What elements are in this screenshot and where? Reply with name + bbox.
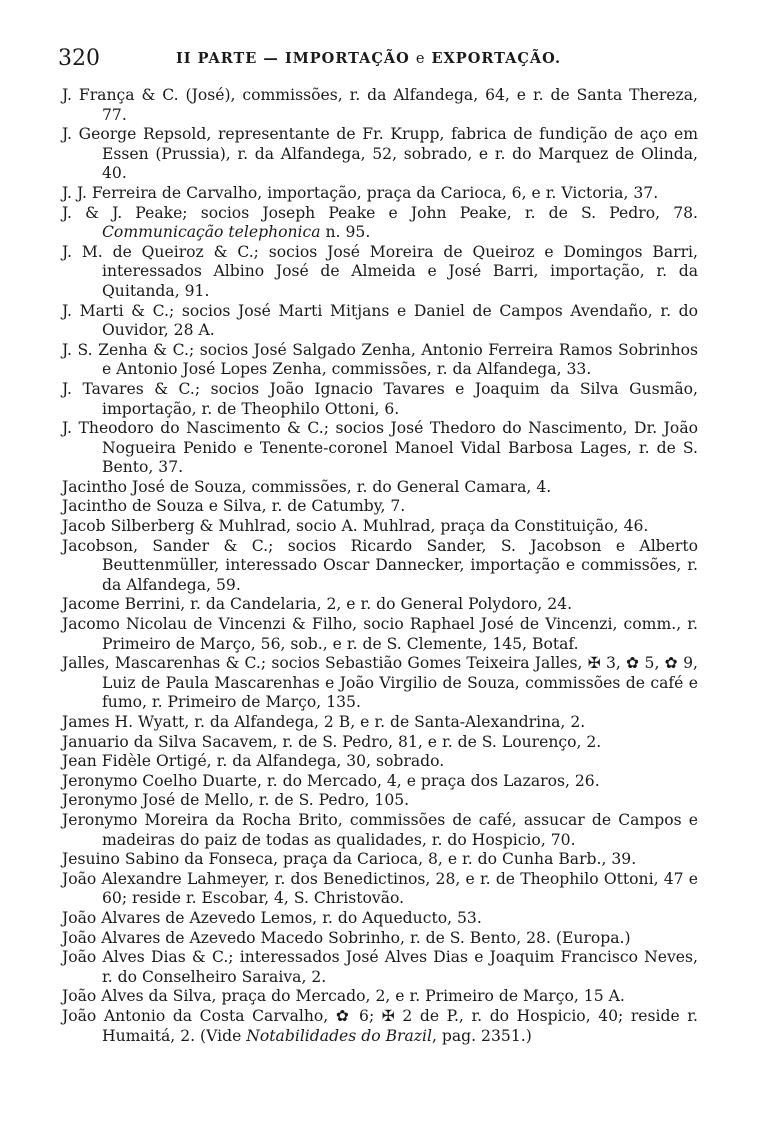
entry-text: J. Theodoro do Nascimento & C.; socios José Thedoro do Nascimento, Dr. João Nogueira Penido e Tenente-coronel Manoel Vidal Barbosa Lages, r. de S. Bento, 37. bbox=[62, 419, 698, 477]
page-header bbox=[58, 46, 718, 82]
directory-entry bbox=[62, 733, 698, 753]
directory-entry bbox=[62, 850, 698, 870]
running-title-part1: II PARTE — IMPORTAÇÃO bbox=[176, 50, 410, 67]
directory-entry bbox=[62, 537, 698, 596]
entry-text: J. S. Zenha & C.; socios José Salgado Zenha, Antonio Ferreira Ramos Sobrinhos e Antonio José Lopes Zenha, commissões, r. da Alfandega, 33. bbox=[62, 340, 698, 379]
directory-entry bbox=[62, 419, 698, 478]
entry-text: João Alvares de Azevedo Macedo Sobrinho, r. de S. Bento, 28. (Europa.) bbox=[62, 928, 631, 947]
entry-text: Jesuino Sabino da Fonseca, praça da Carioca, 8, e r. do Cunha Barb., 39. bbox=[62, 850, 637, 869]
directory-entry bbox=[62, 125, 698, 184]
entry-text: J. M. de Queiroz & C.; socios José Moreira de Queiroz e Domingos Barri, interessados Albino José de Almeida e José Barri, importação, r. da Quitanda, 91. bbox=[62, 242, 698, 300]
directory-entry bbox=[62, 909, 698, 929]
directory-entry bbox=[62, 243, 698, 302]
entry-text: J. França & C. (José), commissões, r. da Alfandega, 64, e r. de Santa Thereza, 77. bbox=[62, 86, 698, 124]
directory-entry bbox=[62, 595, 698, 615]
page-number: 320 bbox=[58, 46, 100, 71]
entry-text: Jeronymo Moreira da Rocha Brito, commissões de café, assucar de Campos e madeiras do paiz de todas as qualidades, r. do Hospicio, 70. bbox=[62, 810, 698, 849]
entry-text: Jacobson, Sander & C.; socios Ricardo Sander, S. Jacobson e Alberto Beuttenmüller, interessado Oscar Dannecker, importação e commissões, r. da Alfandega, 59. bbox=[62, 536, 698, 594]
entry-text: n. 95. bbox=[320, 223, 371, 242]
entry-text: Jean Fidèle Ortigé, r. da Alfandega, 30, sobrado. bbox=[62, 752, 445, 771]
entry-text: Jacob Silberberg & Muhlrad, socio A. Muhlrad, praça da Constituição, 46. bbox=[62, 517, 649, 536]
directory-entry bbox=[62, 478, 698, 498]
entry-text: J. Tavares & C.; socios João Ignacio Tavares e Joaquim da Silva Gusmão, importação, r. de Theophilo Ottoni, 6. bbox=[62, 379, 698, 418]
directory-entry bbox=[62, 948, 698, 987]
directory-entry bbox=[62, 752, 698, 772]
entry-text: Jacome Berrini, r. da Candelaria, 2, e r. do General Polydoro, 24. bbox=[62, 595, 573, 614]
entry-text: James H. Wyatt, r. da Alfandega, 2 B, e r. de Santa-Alexandrina, 2. bbox=[62, 713, 586, 731]
directory-entry bbox=[62, 987, 698, 1007]
directory-entry bbox=[62, 811, 698, 850]
entry-text: J. Marti & C.; socios José Marti Mitjans e Daniel de Campos Avendaño, r. do Ouvidor, 28 A. bbox=[62, 301, 698, 340]
entry-text: Januario da Silva Sacavem, r. de S. Pedro, 81, e r. de S. Lourenço, 2. bbox=[62, 732, 602, 751]
entry-italic-text: Communicação telephonica bbox=[102, 223, 321, 242]
directory-entry bbox=[62, 380, 698, 419]
running-title-conjunction: e bbox=[415, 51, 426, 67]
directory-entry bbox=[62, 302, 698, 341]
directory-entry bbox=[62, 870, 698, 909]
directory-entry bbox=[62, 929, 698, 949]
entry-text: Jacomo Nicolau de Vincenzi & Filho, socio Raphael José de Vincenzi, comm., r. Primeiro de Março, 56, sob., e r. de S. Clemente, 145, Botaf. bbox=[62, 615, 698, 653]
directory-entries bbox=[62, 86, 698, 1046]
entry-text: João Antonio da Costa Carvalho, ✿ 6; ✠ 2 de P., r. do Hospicio, 40; reside r. Humaitá, 2. (Vide bbox=[62, 1006, 698, 1045]
directory-entry bbox=[62, 615, 698, 654]
entry-text: J. & J. Peake; socios Joseph Peake e John Peake, r. de S. Pedro, 78. bbox=[62, 203, 698, 222]
directory-entry bbox=[62, 1007, 698, 1046]
directory-entry bbox=[62, 341, 698, 380]
directory-entry bbox=[62, 791, 698, 811]
directory-entry bbox=[62, 772, 698, 792]
directory-entry bbox=[62, 517, 698, 537]
running-title bbox=[176, 50, 561, 67]
directory-entry bbox=[62, 86, 698, 125]
entry-text: Jeronymo Coelho Duarte, r. do Mercado, 4, e praça dos Lazaros, 26. bbox=[62, 771, 600, 790]
running-title-part2: EXPORTAÇÃO. bbox=[431, 50, 561, 67]
entry-text: Jacintho de Souza e Silva, r. de Catumby, 7. bbox=[62, 497, 406, 516]
directory-entry bbox=[62, 204, 698, 243]
entry-text: J. J. Ferreira de Carvalho, importação, praça da Carioca, 6, e r. Victoria, 37. bbox=[62, 183, 659, 202]
directory-entry bbox=[62, 713, 698, 733]
directory-entry bbox=[62, 497, 698, 517]
entry-text: João Alves Dias & C.; interessados José Alves Dias e Joaquim Francisco Neves, r. do Conselheiro Saraiva, 2. bbox=[62, 948, 698, 986]
entry-text: Jacintho José de Souza, commissões, r. do General Camara, 4. bbox=[62, 477, 552, 496]
entry-text: João Alvares de Azevedo Lemos, r. do Aqueducto, 53. bbox=[62, 908, 482, 927]
entry-text: Jeronymo José de Mello, r. de S. Pedro, 105. bbox=[62, 791, 410, 810]
entry-text: J. George Repsold, representante de Fr. Krupp, fabrica de fundição de aço em Essen (Prussia), r. da Alfandega, 52, sobrado, e r. do Marquez de Olinda, 40. bbox=[62, 125, 698, 183]
entry-italic-text: Notabilidades do Brazil bbox=[246, 1026, 432, 1045]
directory-entry bbox=[62, 654, 698, 713]
entry-text: , pag. 2351.) bbox=[431, 1026, 532, 1045]
directory-entry bbox=[62, 184, 698, 204]
entry-text: João Alexandre Lahmeyer, r. dos Benedictinos, 28, e r. de Theophilo Ottoni, 47 e 60; reside r. Escobar, 4, S. Christovão. bbox=[62, 869, 698, 908]
entry-text: João Alves da Silva, praça do Mercado, 2, e r. Primeiro de Março, 15 A. bbox=[62, 987, 625, 1006]
entry-text: Jalles, Mascarenhas & C.; socios Sebastião Gomes Teixeira Jalles, ✠ 3, ✿ 5, ✿ 9, Luiz de Paula Mascarenhas e João Virgilio de Souza, commissões de café e fumo, r. Primeiro de Março, 135. bbox=[62, 654, 698, 712]
